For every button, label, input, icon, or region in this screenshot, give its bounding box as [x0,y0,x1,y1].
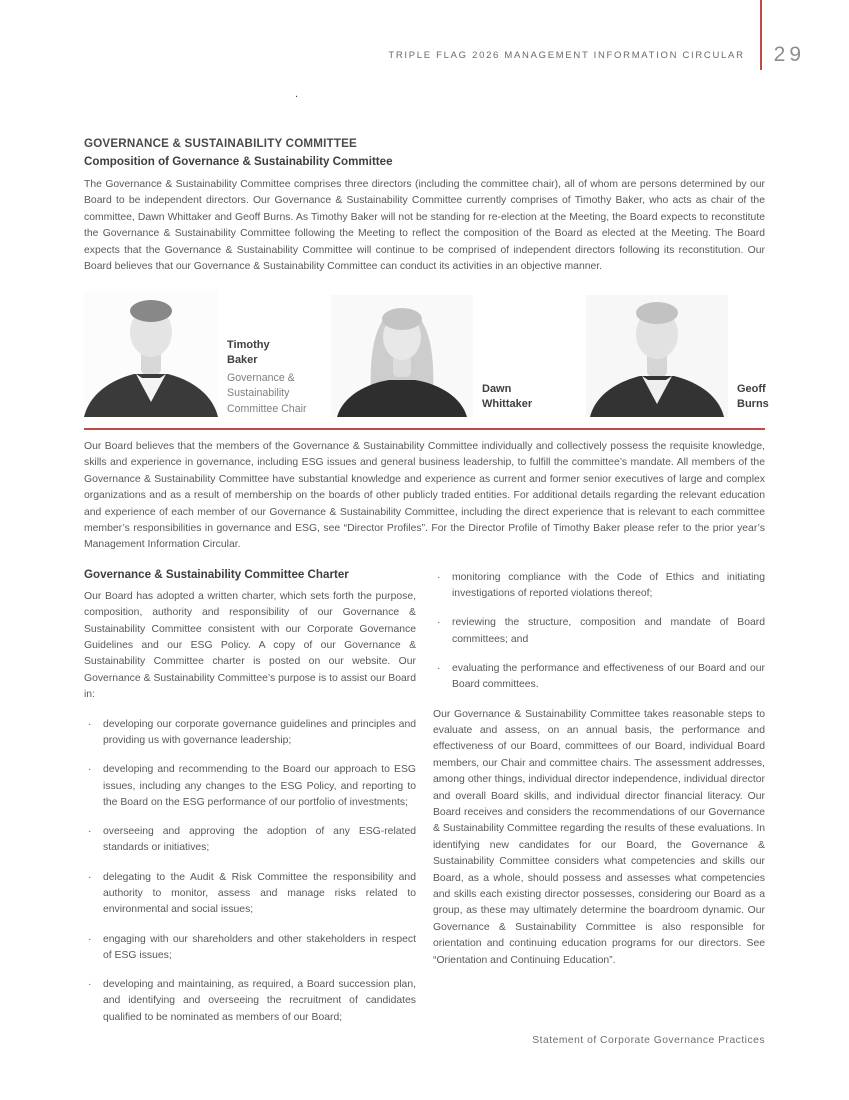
member-caption [737,382,841,412]
member-last-name: Burns [737,398,769,411]
charter-bullet-list-left [84,717,416,1026]
member-last-name: Baker [227,353,258,366]
bullet-marker: · [88,871,92,883]
bullet-marker: · [437,571,441,583]
member-caption [482,382,586,412]
document-title: TRIPLE FLAG 2026 MANAGEMENT INFORMATION CIRCULAR [388,50,745,61]
bullet-item: · evaluating the performance and effectiveness of our Board and our Board committees. [433,661,765,694]
footer-section-label: Statement of Corporate Governance Practices [532,1035,765,1046]
charter-left-column [84,568,416,1039]
charter-title: Governance & Sustainability Committee Charter [84,567,349,581]
bullet-item: · monitoring compliance with the Code of Ethics and initiating investigations of reported violations thereof; [433,570,765,603]
bullet-item: · delegating to the Audit & Risk Committee the responsibility and authority to monitor, assess and manage risks related to environmental and social issues; [84,870,416,919]
member-timothy-baker [84,291,331,417]
headshot-photo-timothy-baker [84,291,218,417]
headshot-photo-dawn-whittaker [331,295,473,417]
bullet-item: · developing and maintaining, as required, a Board succession plan, and identifying and overseeing the recruitment of candidates qualified to be nominated as members of our Board; [84,977,416,1026]
member-first-name: Timothy [227,338,270,351]
charter-bullet-list-right [433,570,765,694]
page-number: 29 [773,43,805,66]
member-role: Governance & Sustainability Committee Chair [227,371,307,415]
bullet-marker: · [88,826,92,838]
bullet-marker: · [88,933,92,945]
headshot-photo-geoff-burns [586,295,728,417]
bullet-item: · developing our corporate governance guidelines and principles and providing us with governance leadership; [84,717,416,750]
charter-columns [84,568,765,1039]
bullet-item: · developing and recommending to the Board our approach to ESG issues, including any changes to the ESG Policy, and reporting to the Board on the ESG performance of our portfolio of investments; [84,762,416,811]
main-content [84,137,769,1039]
member-dawn-whittaker [331,295,586,417]
stray-period-mark: . [295,88,299,100]
member-first-name: Dawn [482,383,512,396]
bullet-item: · reviewing the structure, composition and mandate of Board committees; and [433,615,765,648]
bullet-marker: · [88,718,92,730]
member-last-name: Whittaker [482,398,533,411]
charter-intro-paragraph: Our Board has adopted a written charter, which sets forth the purpose, composition, authority and responsibility of our Governance & Sustainability Committee consistent with our Corporate Governance Guidelines and our ESG Policy. A copy of our Governance & Sustainability Committee charter is posted on our website. Our Governance & Sustainability Committee’s purpose is to assist our Board in: [84,590,416,701]
bullet-marker: · [437,662,441,674]
section-subtitle: Composition of Governance & Sustainability Committee [84,155,393,168]
committee-members-row [84,291,769,417]
member-caption [227,338,331,418]
member-geoff-burns [586,295,841,417]
bullet-marker: · [88,979,92,991]
header-accent-bar [760,0,762,70]
members-qualifications-paragraph: Our Board believes that the members of the Governance & Sustainability Committee individually and collectively possess the requisite knowledge, skills and experience in governance, including ESG issues and general business leadership, to fulfill the committee’s mandate. All members of the Governance & Sustainability Committee have substantial knowledge and experience as current and former senior executives of large and complex organizations and as a result of membership on the boards of other publicly traded entities. For additional details regarding the relevant education and experience of each member of our Governance & Sustainability Committee, including the direct experience that is relevant to each committee member’s responsibilities in governance and ESG, see “Director Profiles”. For the Director Profile of Timothy Baker please refer to the prior year’s Management Information Circular. [84,440,765,551]
member-first-name: Geoff [737,383,766,396]
bullet-marker: · [437,617,441,629]
bullet-marker: · [88,764,92,776]
red-divider-rule [84,428,765,430]
bullet-item: · engaging with our shareholders and other stakeholders in respect of ESG issues; [84,932,416,965]
intro-paragraph: The Governance & Sustainability Committee comprises three directors (including the committee chair), all of whom are persons determined by our Board to be independent directors. Our Governance & Sustainability Committee currently comprises of Timothy Baker, who acts as chair of the committee, Dawn Whittaker and Geoff Burns. As Timothy Baker will not be standing for re-election at the Meeting, the Board expects to reconstitute the Governance & Sustainability Committee following the Meeting to reflect the composition of the Board as elected at the Meeting. The Board expects that the Governance & Sustainability Committee will continue to be comprised of independent directors following its reconstitution. Our Board believes that our Governance & Sustainability Committee can conduct its activities in an objective manner. [84,179,765,273]
section-title: GOVERNANCE & SUSTAINABILITY COMMITTEE [84,137,357,150]
bullet-item: · overseeing and approving the adoption of any ESG-related standards or initiatives; [84,824,416,857]
page-header [0,0,849,70]
charter-right-column [433,568,765,1039]
evaluation-paragraph: Our Governance & Sustainability Committee takes reasonable steps to evaluate and assess, on an annual basis, the performance and effectiveness of our Board, committees of our Board, individual Board members, our Chair and committee chairs. The assessment addresses, among other things, individual director independence, individual director and overall Board skills, and individual director financial literacy. Our Board receives and considers the recommendations of our Governance & Sustainability Committee regarding the results of these evaluations. In identifying new candidates for our Board, the Governance & Sustainability Committee considers what competencies and skills our Board, as a whole, should possess and assesses what competencies and skills each existing director possesses, considering our Board as a group, as these may ultimately determine the boardroom dynamic. Our Governance & Sustainability Committee is also responsible for orientation and continuing education programs for our directors. See “Orientation and Continuing Education”. [433,708,765,966]
